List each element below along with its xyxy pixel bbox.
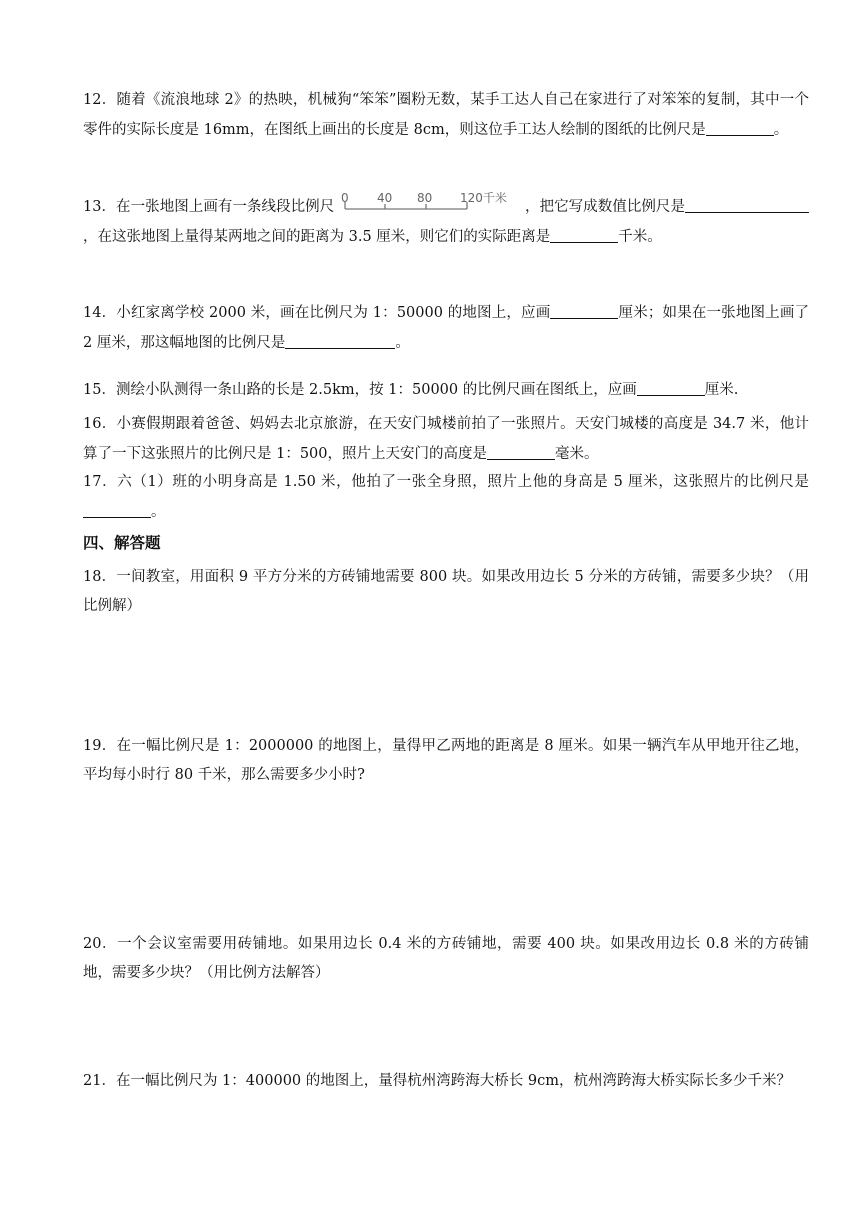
question-17: 17．六（1）班的小明身高是 1.50 米，他拍了一张全身照，照片上他的身高是 5 厘米，这张照片的比例尺是。 — [83, 474, 809, 520]
answer-blank[interactable] — [706, 117, 774, 136]
scale-bar-line — [345, 202, 467, 209]
question-number: 18． — [83, 569, 117, 585]
question-14: 14．小红家离学校 2000 米，画在比例尺为 1：50000 的地图上，应画 厘米；如果在一张地图上画了 2 厘米，那这幅地图的比例尺是 。 — [83, 298, 809, 358]
question-number: 17． — [83, 474, 118, 490]
question-21 — [83, 1067, 809, 1096]
question-number: 15． — [83, 382, 116, 398]
question-number: 12． — [83, 92, 117, 108]
question-text: 六（1）班的小明身高是 1.50 米，他拍了一张全身照，照片上他的身高是 5 厘米，这张照片的比例尺是 — [117, 474, 809, 490]
question-text: 小红家离学校 2000 米，画在比例尺为 1：50000 的地图上，应画 — [116, 305, 551, 321]
answer-blank[interactable] — [285, 330, 395, 349]
scale-label: 120千米 — [459, 191, 507, 205]
answer-blank[interactable] — [550, 300, 618, 319]
answer-blank[interactable] — [685, 194, 809, 213]
question-16: 16．小赛假期跟着爸爸、妈妈去北京旅游，在天安门城楼前拍了一张照片。天安门城楼的高度是 34.7 米，他计算了一下这张照片的比例尺是 1：500，照片上天安门的高度是 毫米。 — [83, 416, 810, 462]
question-number: 21． — [83, 1073, 116, 1089]
question-text: 在一张地图上画有一条线段比例尺 — [116, 199, 335, 215]
question-text: 随着《流浪地球 2》的热映，机械狗“笨笨”圈粉无数，某手工达人自己在家进行了对笨笨的复制，其中一个零件的实际长度是 16mm，在图纸上画出的长度是 8cm，则这位手工达人绘制的图纸的比例尺是 — [83, 92, 810, 138]
question-text: 测绘小队测得一条山路的长是 2.5km，按 1：50000 的比例尺画在图纸上，应画 — [115, 382, 637, 398]
question-12: 12．随着《流浪地球 2》的热映，机械狗“笨笨”圈粉无数，某手工达人自己在家进行了对笨笨的复制，其中一个零件的实际长度是 16mm，在图纸上画出的长度是 8cm，则这位手工达人绘制的图纸的比例尺是 。 — [83, 92, 810, 138]
line-scale-bar — [339, 191, 525, 217]
question-15: 15．测绘小队测得一条山路的长是 2.5km，按 1：50000 的比例尺画在图纸上，应画 厘米. — [83, 375, 809, 405]
answer-blank[interactable] — [550, 224, 618, 243]
answer-blank[interactable] — [487, 441, 555, 460]
question-18 — [83, 563, 809, 621]
question-text: ，在这张地图上量得某两地之间的距离为 3.5 厘米，则它们的实际距离是 — [83, 229, 551, 245]
question-number: 19． — [83, 738, 117, 754]
question-19 — [83, 732, 809, 790]
answer-blank[interactable] — [83, 499, 151, 518]
question-text: ，把它写成数值比例尺是 — [524, 199, 686, 215]
question-text: 小赛假期跟着爸爸、妈妈去北京旅游，在天安门城楼前拍了一张照片。天安门城楼的高度是 34.7 米，他计算了一下这张照片的比例尺是 1：500，照片上天安门的高度是 — [83, 416, 810, 462]
question-number: 13． — [83, 199, 117, 215]
question-text: 一间教室，用面积 9 平方分米的方砖铺地需要 800 块。如果改用边长 5 分米的方砖铺，需要多少块？（用比例解） — [83, 569, 809, 614]
question-text: 在一幅比例尺为 1：400000 的地图上，量得杭州湾跨海大桥长 9cm，杭州湾跨海大桥实际长多少千米？ — [115, 1073, 791, 1089]
answer-blank[interactable] — [637, 377, 705, 396]
question-text: 一个会议室需要用砖铺地。如果用边长 0.4 米的方砖铺地，需要 400 块。如果改用边长 0.8 米的方砖铺地，需要多少块？（用比例方法解答） — [83, 936, 809, 981]
section-heading: 四、解答题 — [83, 534, 161, 552]
question-number: 16． — [83, 416, 117, 432]
question-13: 13．在一张地图上画有一条线段比例尺 0 40 80 120千米 ，把它写成数值比例尺是，在这张地图上量得某两地之间的距离为 3.5 厘米，则它们的实际距离是 千米。 — [83, 192, 809, 252]
question-number: 20． — [83, 936, 118, 952]
scale-label: 80 — [416, 191, 433, 205]
question-text: 厘米；如果在一张地图上画了 2 厘米，那这幅地图的比例尺是 — [83, 305, 809, 351]
question-number: 14． — [83, 305, 117, 321]
question-text: 在一幅比例尺是 1：2000000 的地图上，量得甲乙两地的距离是 8 厘米。如果一辆汽车从甲地开往乙地，平均每小时行 80 千米，那么需要多少小时? — [83, 738, 810, 783]
scale-label: 0 — [340, 191, 349, 205]
scale-label: 40 — [376, 191, 393, 205]
question-20 — [83, 930, 809, 988]
